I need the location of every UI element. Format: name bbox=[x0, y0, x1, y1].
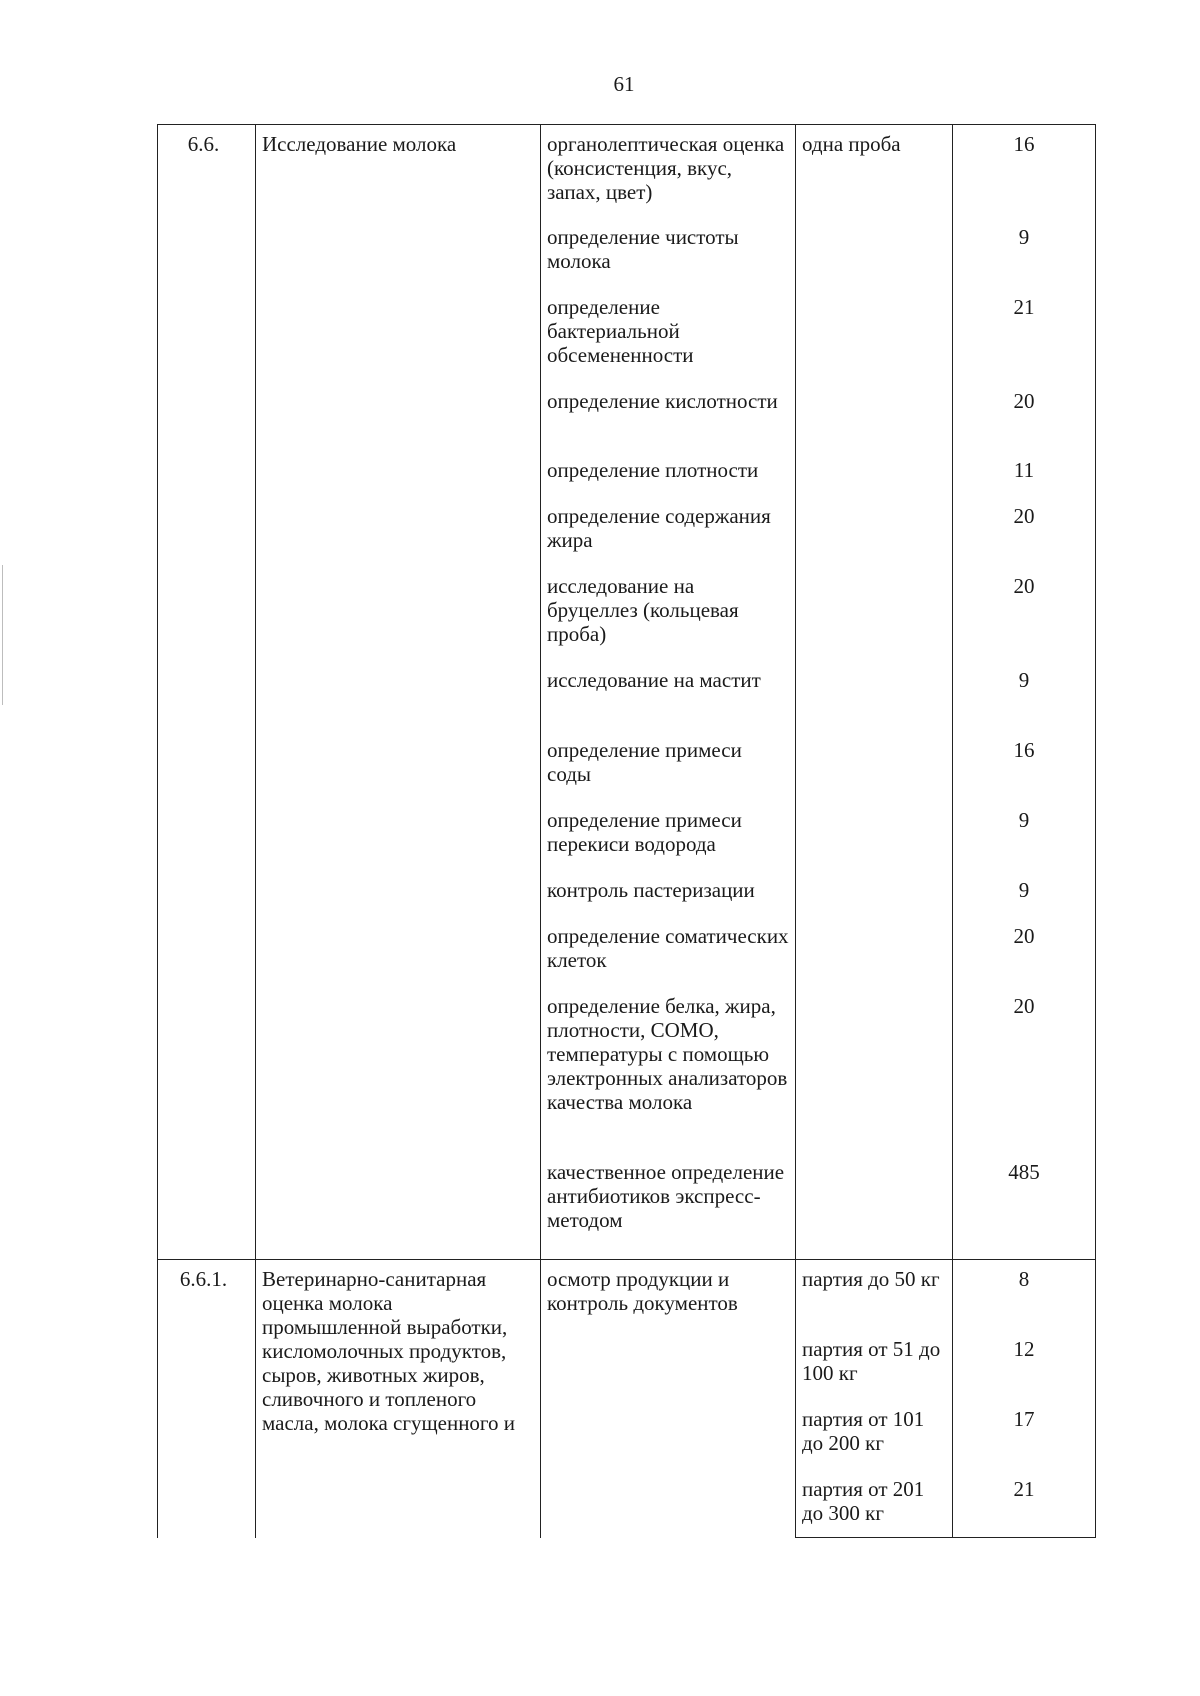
test-cell bbox=[541, 801, 796, 871]
batch-label: партия от 101 до 200 кг bbox=[802, 1406, 925, 1455]
price-cell bbox=[953, 218, 1096, 288]
price-cell bbox=[953, 451, 1096, 497]
unit-cell bbox=[796, 125, 953, 1260]
test-cell bbox=[541, 288, 796, 382]
scan-edge-mark bbox=[2, 565, 3, 705]
test-cell bbox=[541, 1260, 796, 1538]
batch-label: партия от 201 до 300 кг bbox=[802, 1476, 925, 1525]
test-name: определение содержания жира bbox=[547, 503, 771, 552]
unit-cell bbox=[796, 1470, 953, 1538]
price-value: 21 bbox=[1013, 294, 1035, 319]
price-cell bbox=[953, 917, 1096, 987]
price-value: 11 bbox=[1013, 457, 1035, 482]
price-cell bbox=[953, 1400, 1096, 1470]
test-name: определение кислотности bbox=[547, 388, 778, 413]
price-cell bbox=[953, 125, 1096, 218]
section-number: 6.6.1. bbox=[179, 1267, 228, 1291]
table-row bbox=[158, 1260, 1096, 1330]
price-cell bbox=[953, 731, 1096, 801]
batch-label: партия до 50 кг bbox=[802, 1267, 940, 1291]
test-cell bbox=[541, 567, 796, 661]
section-number: 6.6. bbox=[187, 132, 220, 156]
price-value: 20 bbox=[1013, 993, 1035, 1018]
test-cell bbox=[541, 218, 796, 288]
section-name-cell bbox=[256, 125, 541, 1260]
test-cell bbox=[541, 731, 796, 801]
price-value: 485 bbox=[1008, 1159, 1040, 1184]
price-value: 20 bbox=[1013, 923, 1035, 948]
price-value: 20 bbox=[1013, 503, 1035, 528]
price-cell bbox=[953, 1330, 1096, 1400]
test-name: определение соматических клеток bbox=[547, 923, 789, 972]
batch-label: партия от 51 до 100 кг bbox=[802, 1336, 941, 1385]
price-cell bbox=[953, 1260, 1096, 1330]
page-number: 61 bbox=[613, 72, 635, 96]
price-value: 12 bbox=[1013, 1336, 1035, 1361]
test-name: определение белка, жира, плотности, СОМО, температуры с помощью электронных анализаторов качества молока bbox=[547, 993, 788, 1114]
price-value: 17 bbox=[1013, 1406, 1035, 1431]
test-cell bbox=[541, 1153, 796, 1260]
price-cell bbox=[953, 987, 1096, 1153]
test-cell bbox=[541, 451, 796, 497]
section-number-cell bbox=[158, 125, 256, 1260]
price-cell bbox=[953, 801, 1096, 871]
test-name: исследование на бруцеллез (кольцевая проба) bbox=[547, 573, 739, 646]
section-number-cell bbox=[158, 1260, 256, 1538]
test-name: определение чистоты молока bbox=[547, 224, 739, 273]
test-name: органолептическая оценка (консистенция, вкус, запах, цвет) bbox=[547, 132, 785, 204]
unit-cell bbox=[796, 1400, 953, 1470]
test-name: осмотр продукции и контроль документов bbox=[547, 1267, 738, 1315]
price-cell bbox=[953, 871, 1096, 917]
price-cell bbox=[953, 1153, 1096, 1260]
price-cell bbox=[953, 567, 1096, 661]
test-cell bbox=[541, 917, 796, 987]
section-name: Ветеринарно-санитарная оценка молока промышленной выработки, кисломолочных продуктов, сыров, животных жиров, сливочного и топленого масла, молока сгущенного и bbox=[262, 1267, 516, 1435]
price-cell bbox=[953, 497, 1096, 567]
unit-label: одна проба bbox=[802, 132, 901, 156]
price-cell bbox=[953, 661, 1096, 731]
test-name: контроль пастеризации bbox=[547, 877, 755, 902]
price-value: 20 bbox=[1013, 388, 1035, 413]
test-cell bbox=[541, 661, 796, 731]
table-row bbox=[158, 125, 1096, 218]
price-value: 9 bbox=[1018, 224, 1030, 249]
price-cell bbox=[953, 1470, 1096, 1538]
section-name: Исследование молока bbox=[262, 132, 457, 156]
test-name: исследование на мастит bbox=[547, 667, 761, 692]
price-value: 9 bbox=[1018, 807, 1030, 832]
price-value: 20 bbox=[1013, 573, 1035, 598]
test-cell bbox=[541, 497, 796, 567]
test-name: определение бактериальной обсемененности bbox=[547, 294, 694, 367]
unit-cell bbox=[796, 1260, 953, 1330]
test-cell bbox=[541, 987, 796, 1153]
price-value: 16 bbox=[1013, 737, 1035, 762]
unit-cell bbox=[796, 1330, 953, 1400]
price-value: 9 bbox=[1018, 877, 1030, 902]
price-value: 16 bbox=[1013, 132, 1035, 156]
price-value: 8 bbox=[1018, 1267, 1030, 1291]
test-cell bbox=[541, 871, 796, 917]
test-name: определение примеси перекиси водорода bbox=[547, 807, 742, 856]
test-name: определение плотности bbox=[547, 457, 759, 482]
price-cell bbox=[953, 382, 1096, 451]
test-cell bbox=[541, 382, 796, 451]
section-name-cell bbox=[256, 1260, 541, 1538]
price-value: 9 bbox=[1018, 667, 1030, 692]
price-cell bbox=[953, 288, 1096, 382]
test-cell bbox=[541, 125, 796, 218]
test-name: качественное определение антибиотиков экспресс-методом bbox=[547, 1159, 785, 1232]
test-name: определение примеси соды bbox=[547, 737, 742, 786]
price-value: 21 bbox=[1013, 1476, 1035, 1501]
tariff-table bbox=[157, 124, 1096, 1538]
